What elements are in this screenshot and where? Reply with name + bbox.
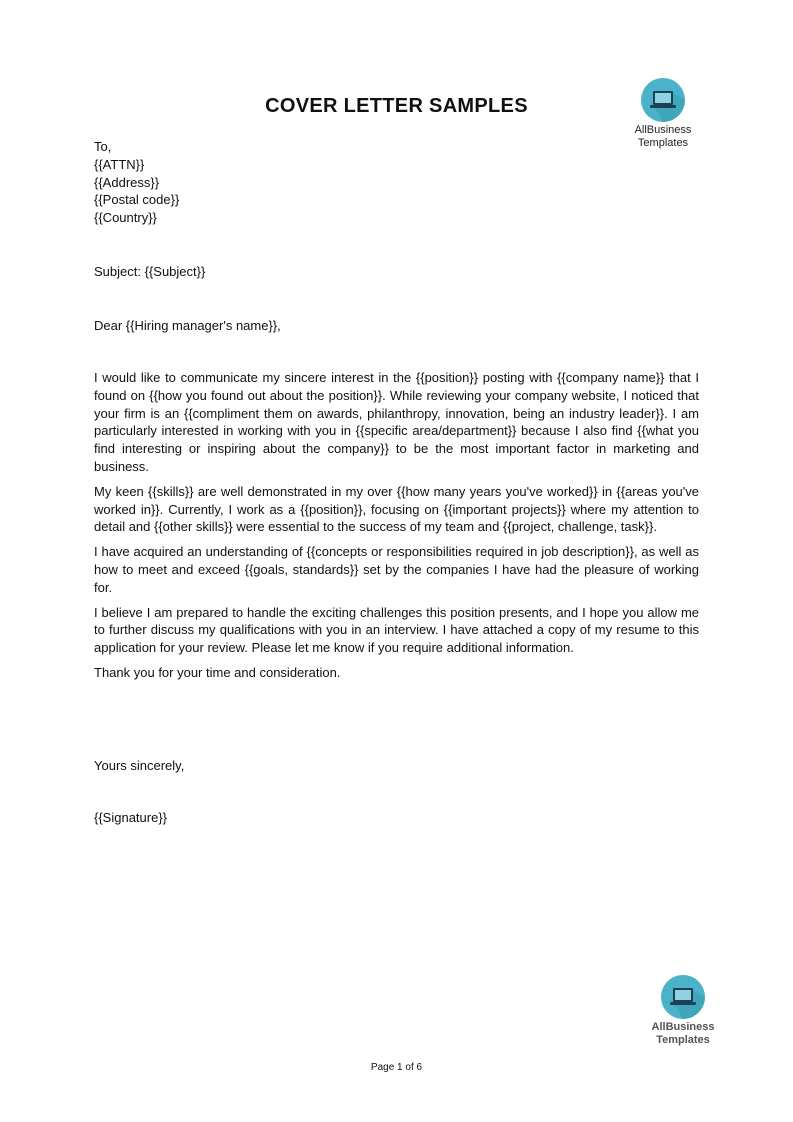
logo-text-line2: Templates [656,1034,710,1046]
address-street: {{Address}} [94,174,160,190]
paragraph: I would like to communicate my sincere interest in the {{position}} posting with {{company name}} that I found on {{how you found out about the position}}. While reviewing your company website, I noticed that your firm is an {{compliment them on awards, philanthropy, innovation, being an industry leader}}. I am particularly interested in working with you in {{specific area/department}} because I also find {{what you find interesting or inspiring about the company}} to be the most important factor in marketing and business. [94,370,699,474]
paragraph: I believe I am prepared to handle the exciting challenges this position presents, and I hope you allow me to further discuss my qualifications with you in an interview. I have attached a copy of my resume to this application for your review. Please let me know if you require additional information. [94,604,699,656]
paragraph: My keen {{skills}} are well demonstrated in my over {{how many years you've worked}} in {{areas you've worked in}}. Currently, I work as a {{position}}, focusing on {{important projects}} where my attention to detail and {{other skills}} were essential to the success of my team and {{project, challenge, task}}. [94,483,699,535]
salutation: Dear {{Hiring manager's name}}, [94,318,281,333]
closing: Yours sincerely, [94,758,185,773]
paragraph: I have acquired an understanding of {{concepts or responsibilities required in job description}}, as well as how to meet and exceed {{goals, standards}} set by the companies I have had the pleasure of working for. [94,544,699,595]
address-attn: {{ATTN}} [94,156,145,172]
page-number: Page 1 of 6 [370,1062,423,1073]
letter-body [94,369,699,689]
laptop-icon [641,78,685,122]
address-to: To, [94,139,112,154]
signature: {{Signature}} [94,810,168,825]
logo-text-line1: AllBusiness [634,124,692,136]
allbusiness-logo-footer [642,975,724,1047]
paragraph: Thank you for your time and consideration. [94,664,341,680]
subject-line: Subject: {{Subject}} [94,264,206,279]
laptop-icon [661,975,705,1019]
logo-text-line1: AllBusiness [651,1021,715,1033]
document-title: COVER LETTER SAMPLES [265,95,528,117]
address-postal: {{Postal code}} [94,192,180,208]
address-country: {{Country}} [94,210,157,226]
recipient-address [94,138,699,227]
logo-text-line2: Templates [637,137,689,149]
